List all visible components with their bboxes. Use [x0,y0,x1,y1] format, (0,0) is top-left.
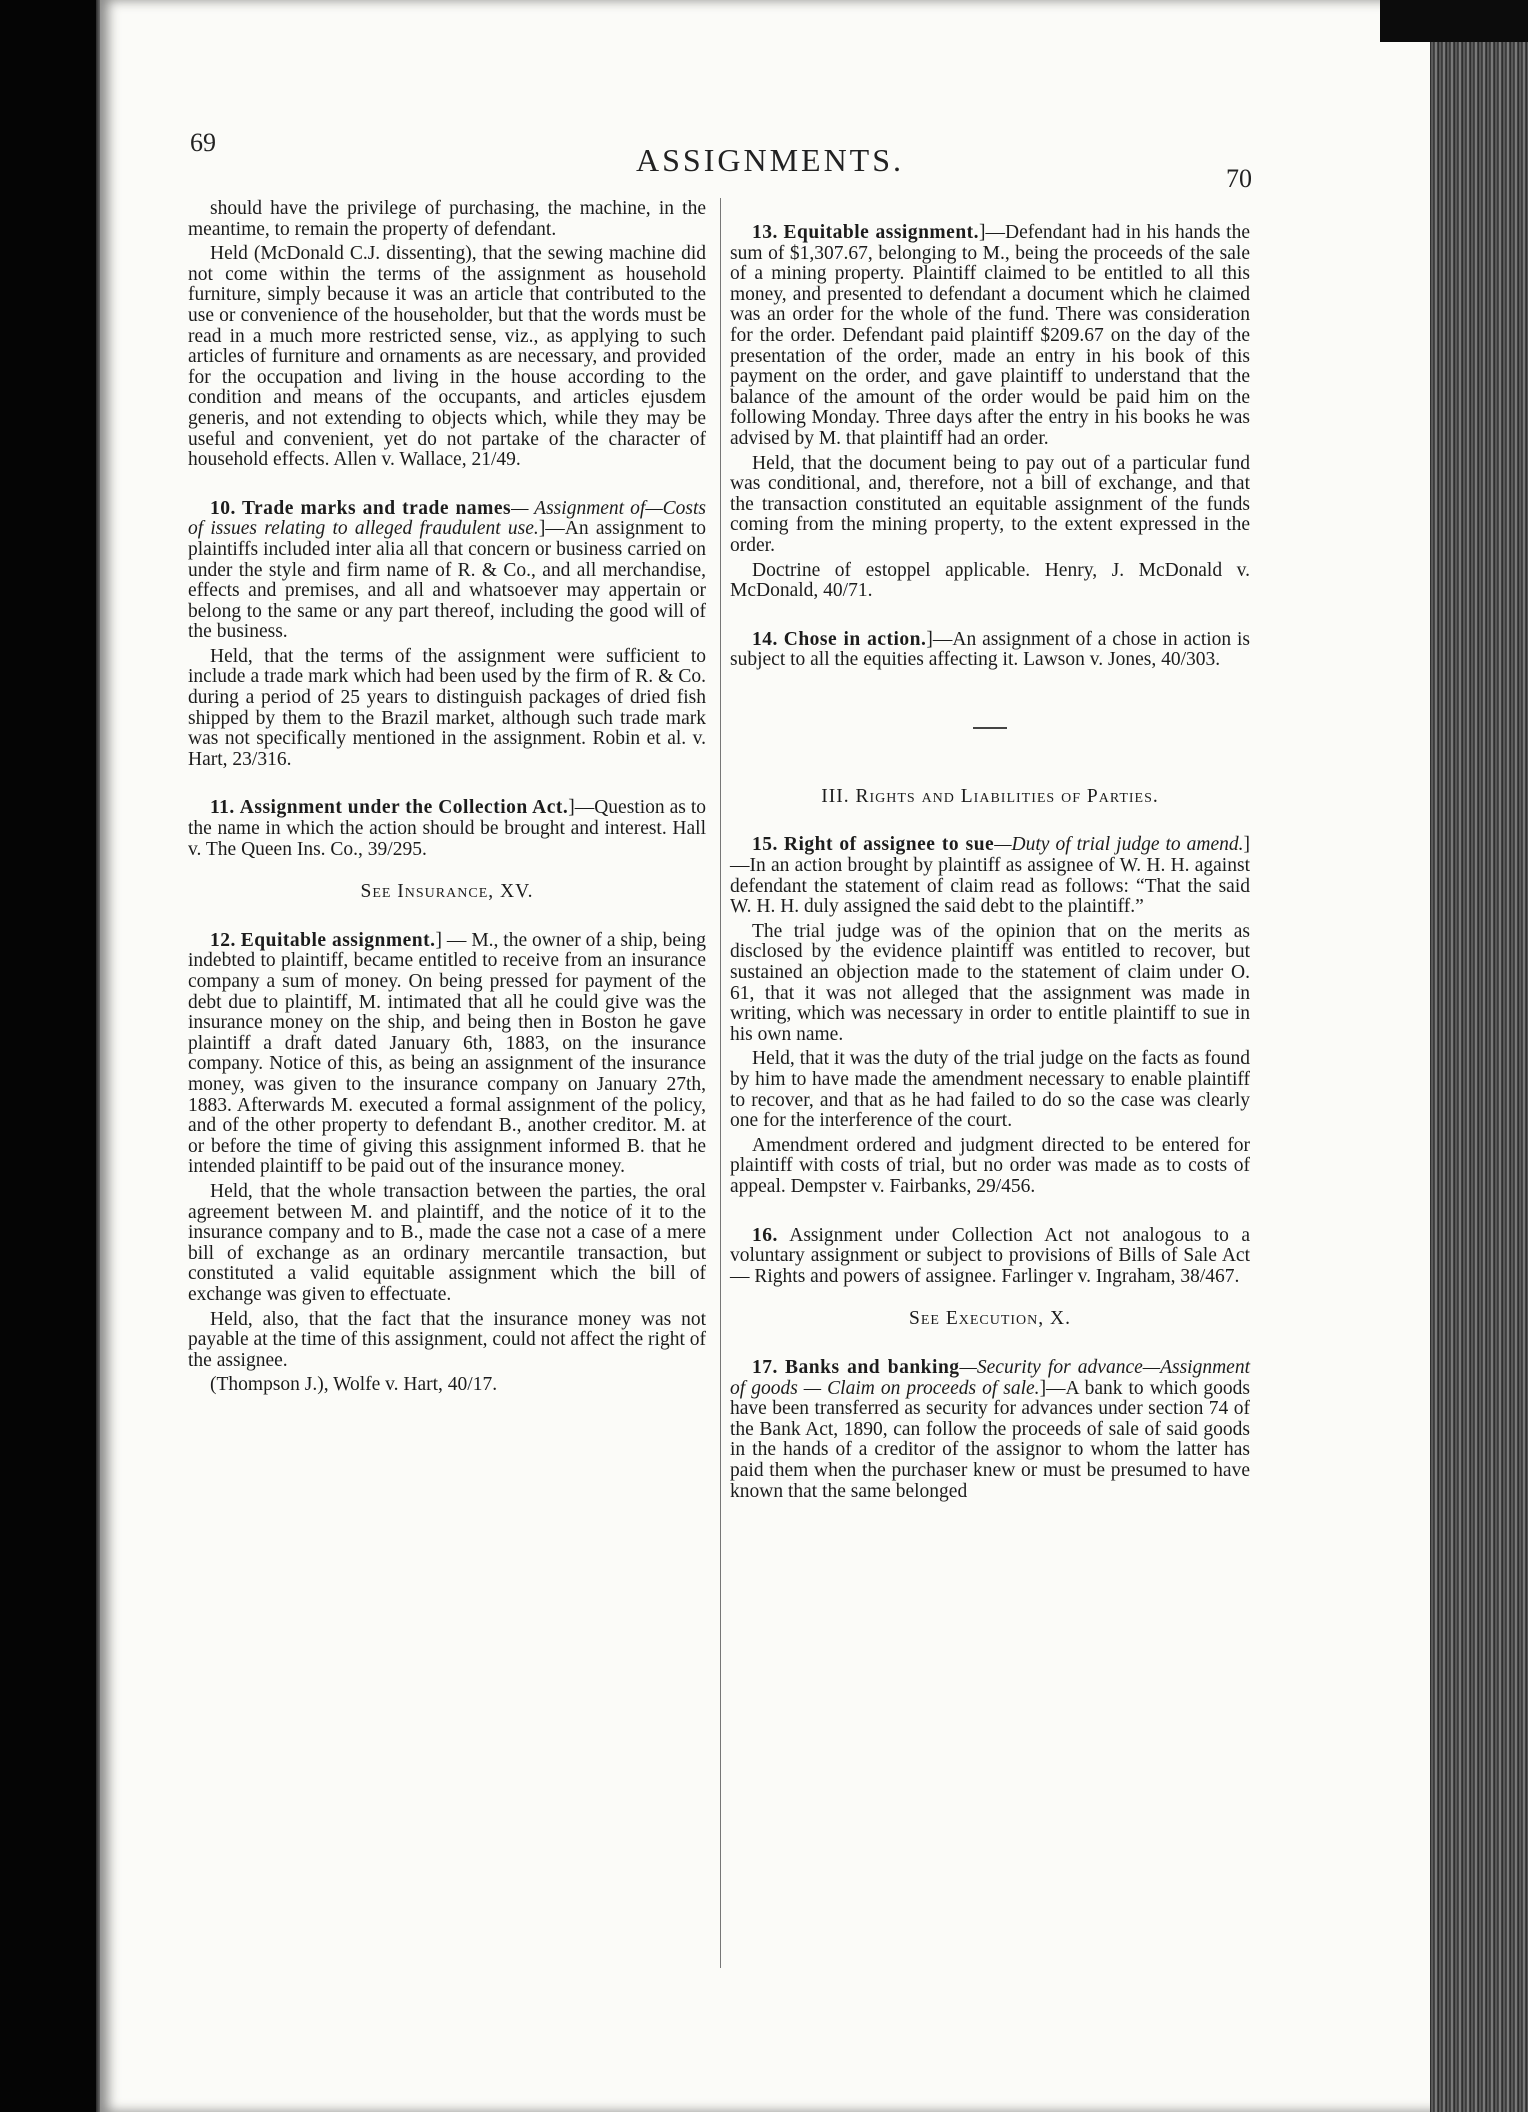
entry-text: ]—Question as to the name in which the action should be brought and interest. Hall v. The Queen Ins. Co., 39/295. [188,797,706,860]
running-head: ASSIGNMENTS. [635,142,905,178]
digest-entry [730,630,1250,671]
column-divider [720,198,721,1968]
entry-number: 11. [210,797,235,819]
entry-title: Assignment under the Collection Act. [239,797,569,819]
entry-text: ]—In an action brought by plaintiff as assignee of W. H. H. against defendant the statement of claim read as follows: “That the said W. H. H. duly assigned the said debt to the plaintiff.” [730,834,1250,918]
book-fore-edge [1430,0,1528,2112]
entry-number: 17. [752,1356,778,1378]
entry-number: 12. [210,929,236,951]
entry-number: 10. [210,497,236,519]
entry-text: Assignment under Collection Act not analogous to a voluntary assignment or subject to provisions of Bills of Sale Act — Rights and powers of assignee. Farlinger v. Ingraham, 38/467. [730,1224,1250,1287]
right-page-number: 70 [1226,164,1252,193]
digest-entry [730,1358,1250,1502]
left-column [188,195,706,1396]
paragraph: Held, that it was the duty of the trial judge on the facts as found by him to have made the amendment necessary to enable plaintiff to recover, and that as he had failed to do so the case was clearly one for the interference of the court. [730,1048,1250,1132]
paragraph: Held (McDonald C.J. dissenting), that the sewing machine did not come within the terms of the assignment as household furniture, simply because it was an article that contributed to the use or convenience of the householder, but that the words must be read in a much more restricted sense, viz., as applying to such articles of furniture and ornaments as are necessary, and provided for the occupation and living in the house according to the condition and means of the occupants, and articles ejusdem generis, and not extending to objects which, while they may be useful and convenient, yet do not partake of the character of household effects. Allen v. Wallace, 21/49. [188,243,706,471]
section-rule [973,727,1007,729]
paragraph: Held, that the document being to pay out of a particular fund was conditional, and, therefore, not a bill of exchange, and that the transaction constituted an equitable assignment of the funds coming from the mining property, to the extent expressed in the order. [730,452,1250,556]
book-top-shadow [1380,0,1528,42]
paragraph: Amendment ordered and judgment directed to be entered for plaintiff with costs of trial, but no order was made as to costs of appeal. Dempster v. Fairbanks, 29/456. [730,1134,1250,1197]
paragraph: Doctrine of estoppel applicable. Henry, J. McDonald v. McDonald, 40/71. [730,559,1250,602]
entry-text: ]—A bank to which goods have been transferred as security for advances under section 74 of the Bank Act, 1890, can follow the proceeds of sale of said goods in the hands of a creditor of the assignor to whom the latter has paid them when the purchaser knew or must be presumed to have known that the same belonged [730,1377,1250,1502]
paragraph: The trial judge was of the opinion that on the merits as disclosed by the evidence plaintiff was entitled to recover, but sustained an objection made to the statement of claim under O. 61, that it was not alleged that the assignment was made in writing, which was necessary in order to entitle plaintiff to sue in his own name. [730,920,1250,1045]
entry-text: ]—An assignment of a chose in action is subject to all the equities affecting it. Lawson v. Jones, 40/303. [730,628,1251,671]
entry-number: 14. [752,628,778,650]
digest-entry [730,1226,1250,1288]
entry-title: Equitable assignment. [783,222,980,243]
paragraph: Held, also, that the fact that the insurance money was not payable at the time of this assignment, could not affect the right of the assignee. [188,1308,706,1371]
left-page-number: 69 [190,128,216,157]
paragraph: (Thompson J.), Wolfe v. Hart, 40/17. [210,1374,498,1396]
entry-text: ] — M., the owner of a ship, being indebted to plaintiff, became entitled to receive from an insurance company a sum of money. On being pressed for payment of the debt due to plaintiff, M. intimated that all he could give was the insurance money on the ship, and being then in Boston he gave plaintiff a draft dated January 6th, 1883, on the insurance company. Notice of this, as being an assignment of the insurance money, was given to the insurance company on January 27th, 1883. Afterwards M. executed a formal assignment of the policy, and of the other property to defendant B., another creditor. M. at or before the time of giving this assignment informed B. that he intended plaintiff to be paid out of the insurance money. [188,929,706,1178]
entry-title: Equitable assignment. [240,929,436,951]
book-page [100,0,1440,2112]
digest-entry [188,499,706,643]
entry-number: 13. [752,222,778,243]
entry-title: Trade marks and trade names [241,497,512,519]
entry-subtitle: —Duty of trial judge to amend. [994,834,1244,856]
digest-entry [730,223,1250,450]
section-heading: III. Rights and Liabilities of Parties. [821,785,1159,807]
entry-subtitle: — Assignment of—Costs of issues relating to alleged fraudulent use. [188,497,707,540]
digest-entry [730,835,1250,917]
digest-entry [188,798,706,860]
paragraph: should have the privilege of purchasing, the machine, in the meantime, to remain the property of defendant. [188,198,706,240]
cross-reference: See Execution, X. [909,1308,1071,1330]
right-column [730,195,1250,1502]
cross-reference: See Insurance, XV. [360,881,534,903]
entry-text: ]—An assignment to plaintiffs included inter alia all that concern or business carried on under the style and firm name of R. & Co., and all merchandise, effects and premises, and all and whatsoever may appertain or belong to the same or any part thereof, including the good will of the business. [188,518,706,643]
entry-text: ]—Defendant had in his hands the sum of $1,307.67, belonging to M., being the proceeds of the sale of a mining property. Plaintiff claimed to be entitled to all this money, and presented to defendant a document which he claimed was an order for the whole of the fund. There was consideration for the order. Defendant paid plaintiff $209.67 on the day of the presentation of the order, made an entry in his book of this payment on the order, and gave plaintiff to understand that the balance of the amount of the order would be paid him on the following Monday. Three days after the entry in his books he was advised by M. that plaintiff had an order. [730,222,1250,449]
paragraph: Held, that the whole transaction between the parties, the oral agreement between M. and plaintiff, and the notice of it to the insurance company and to B., made the case not a case of a mere bill of exchange as an ordinary mercantile transaction, but constituted a valid equitable assignment which the bill of exchange was given to effectuate. [188,1180,706,1305]
digest-entry [188,931,706,1178]
entry-subtitle: —Security for advance—Assignment of goods — Claim on proceeds of sale. [730,1356,1251,1399]
entry-number: 15. [752,834,778,856]
entry-title: Banks and banking [785,1356,960,1378]
entry-number: 16. [752,1224,778,1246]
entry-title: Right of assignee to sue [783,834,995,856]
paragraph: Held, that the terms of the assignment were sufficient to include a trade mark which had been used by the firm of R. & Co. during a period of 25 years to distinguish packages of dried fish shipped by them to the Brazil market, although such trade mark was not specifically mentioned in the assignment. Robin et al. v. Hart, 23/316. [188,645,706,770]
entry-title: Chose in action. [783,628,927,650]
